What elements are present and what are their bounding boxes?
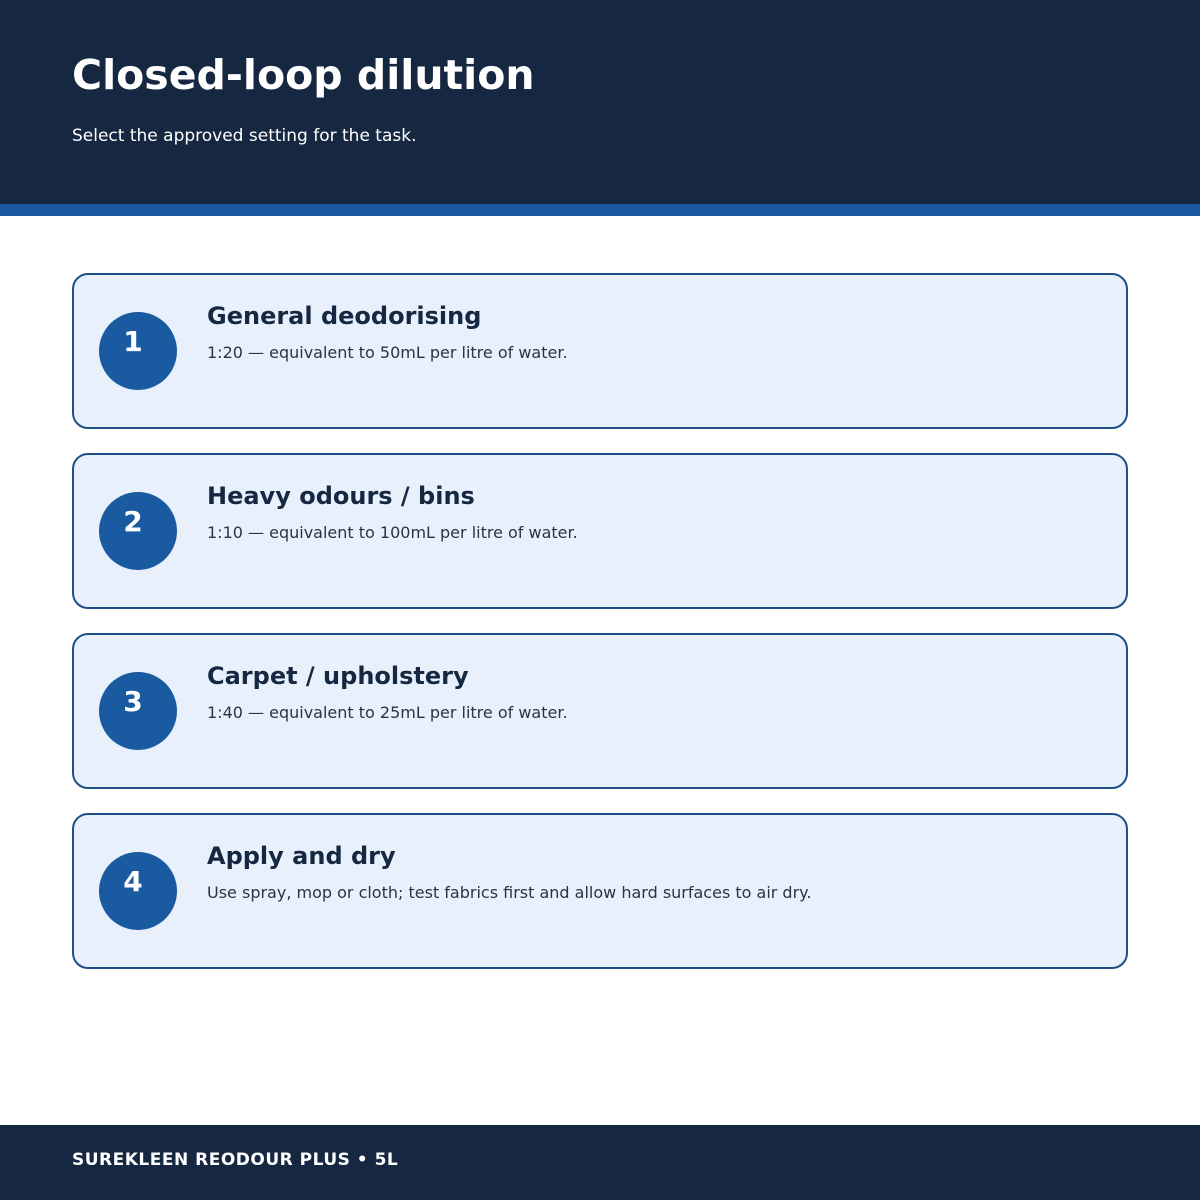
step-title: Carpet / upholstery xyxy=(207,662,469,690)
step-number-badge xyxy=(99,492,177,570)
step-title: General deodorising xyxy=(207,302,482,330)
footer-bar xyxy=(0,1125,1200,1200)
header-banner xyxy=(0,0,1200,204)
dilution-step-card[interactable] xyxy=(72,453,1128,609)
step-description: Use spray, mop or cloth; test fabrics first and allow hard surfaces to air dry. xyxy=(207,883,812,902)
step-number-badge xyxy=(99,312,177,390)
page-subtitle: Select the approved setting for the task. xyxy=(72,126,417,146)
header-accent-rule xyxy=(0,204,1200,216)
page-title: Closed-loop dilution xyxy=(72,51,535,99)
dilution-step-card[interactable] xyxy=(72,273,1128,429)
step-description: 1:20 — equivalent to 50mL per litre of water. xyxy=(207,343,568,362)
step-description: 1:10 — equivalent to 100mL per litre of water. xyxy=(207,523,578,542)
step-title: Apply and dry xyxy=(207,842,396,870)
step-number-badge xyxy=(99,852,177,930)
step-description: 1:40 — equivalent to 25mL per litre of water. xyxy=(207,703,568,722)
dilution-step-card[interactable] xyxy=(72,813,1128,969)
step-title: Heavy odours / bins xyxy=(207,482,475,510)
step-number: 4 xyxy=(123,865,143,898)
dilution-step-card[interactable] xyxy=(72,633,1128,789)
dilution-steps-list xyxy=(72,273,1128,993)
step-number: 2 xyxy=(123,505,143,538)
step-number-badge xyxy=(99,672,177,750)
step-number: 1 xyxy=(123,325,143,358)
product-name: SUREKLEEN REODOUR PLUS • 5L xyxy=(72,1150,399,1170)
step-number: 3 xyxy=(123,685,143,718)
